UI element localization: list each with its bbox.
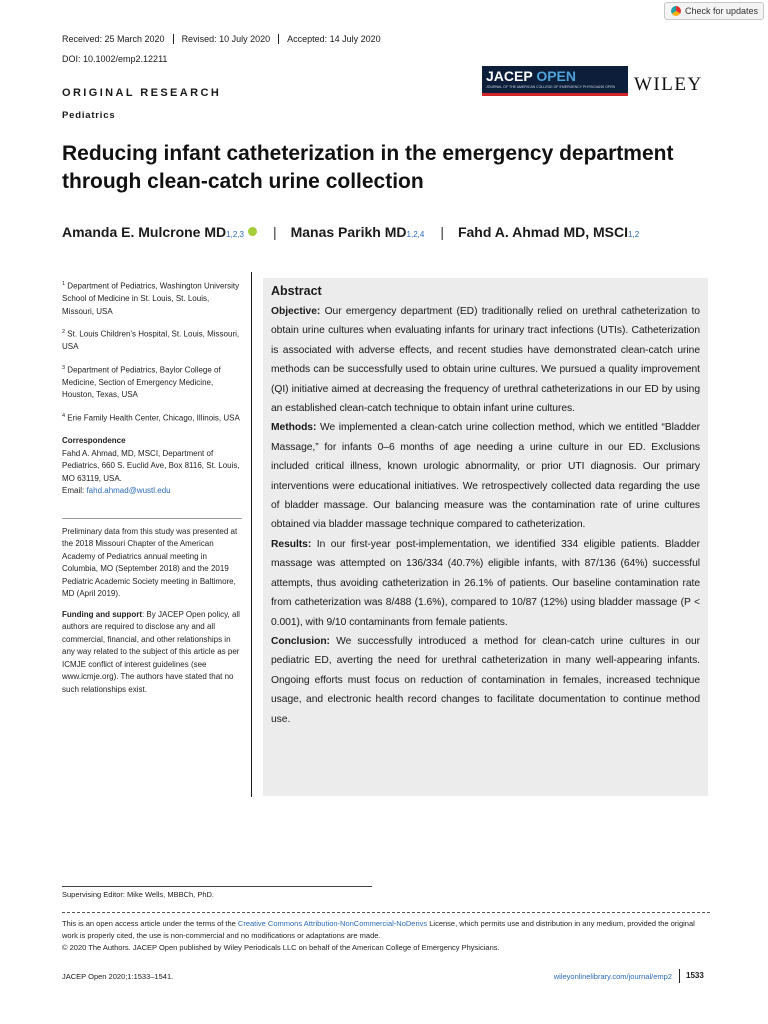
abstract-results: Results: In our first-year post-implementation, we identified 334 eligible patients. Bladder massage was attempted on 136/334 (40.7%) eligible infants, with 87/136 (64%) successful attempts, thus avoiding catheterization in 26.1% of patients. Our baseline contamination rate from catheterization was 8/488 (1.6%), compared to 10/87 (12%) using bladder massage (P < 0.001), with 9/10 contaminants from female patients.	[271, 538, 700, 628]
jacep-open-logo	[482, 66, 628, 96]
affiliation: $^4$ Erie Family Health Center, Chicago, Illinois, USA	[62, 412, 240, 423]
wiley-logo: WILEY	[634, 74, 703, 95]
revised-date: Revised: 10 July 2020	[173, 34, 279, 44]
author-separator: |	[272, 224, 277, 240]
crossmark-icon	[671, 6, 681, 16]
affiliation: $^1$ Department of Pediatrics, Washington University School of Medicine in St. Louis, St. Louis, Missouri, USA	[62, 281, 240, 316]
page-number: 1533	[686, 971, 704, 980]
abstract-objective: Objective: Our emergency department (ED) traditionally relied on urethral catheterization to obtain urine cultures when evaluating infants for urinary tract infections (UTIs). Catheterization is associated with adverse effects, and recent studies have demonstrated clean-catch urine methods can be successfully used to obtain urine cultures. We pursued a quality improvement (QI) initiative aimed at decreasing the frequency of urethral catheterizations in our ED by using an established clean-catch technique to obtain infant urine cultures.	[271, 306, 700, 415]
author-name: Manas Parikh MD	[290, 224, 407, 240]
affiliation: $^2$ St. Louis Children's Hospital, St. Louis, Missouri, USA	[62, 329, 240, 352]
email-link[interactable]: fahd.ahmad@wustl.edu	[86, 486, 171, 496]
sidebar-notes	[62, 278, 242, 696]
article-type: ORIGINAL RESEARCH	[62, 87, 222, 99]
received-date: Received: 25 March 2020	[62, 34, 165, 44]
accepted-date: Accepted: 14 July 2020	[278, 34, 389, 44]
article-subject: Pediatrics	[62, 110, 116, 121]
abstract-methods: Methods: We implemented a clean-catch urine collection method, which we entitled “Bladder Massage,” for infants 0–6 months of age needing a urine culture in our ED. Exclusions included critical illness, known urologic abnormality, or prior UTI diagnosis. Our primary interventions were educational initiatives. We retrospectively collected data regarding the use of bladder massage. Our balancing measure was the contamination rate of urine cultures obtained via bladder massage technique compared to catheterization.	[271, 422, 700, 531]
article-dates	[62, 34, 389, 44]
footer-divider	[62, 912, 710, 913]
orcid-icon[interactable]	[248, 227, 257, 236]
journal-citation: JACEP Open 2020;1:1533–1541.	[62, 972, 174, 981]
author-separator: |	[440, 224, 444, 240]
affiliation: $^3$ Department of Pediatrics, Baylor College of Medicine, Section of Emergency Medicine, Houston, Texas, USA	[62, 364, 221, 400]
journal-url-link[interactable]: wileyonlinelibrary.com/journal/emp2	[553, 972, 672, 981]
article-title: Reducing infant catheterization in the emergency department through clean-catch urine collection	[62, 142, 674, 193]
author-affiliation-refs[interactable]: 1,2	[628, 230, 640, 239]
copyright: © 2020 The Authors. JACEP Open published by Wiley Periodicals LLC on behalf of the American College of Emergency Physicians.	[62, 943, 500, 952]
funding-label: Funding and support	[62, 609, 142, 619]
check-for-updates-label: Check for updates	[685, 6, 759, 16]
supervising-editor: Supervising Editor: Mike Wells, MBBCh, PhD.	[62, 886, 372, 899]
logo-stripe	[482, 93, 628, 96]
logo-tagline: JOURNAL OF THE AMERICAN COLLEGE OF EMERGENCY PHYSICIANS OPEN	[486, 85, 616, 89]
check-for-updates-button[interactable]	[664, 2, 764, 20]
license-link[interactable]: Creative Commons Attribution-NonCommercial-NoDerivs	[237, 919, 428, 928]
author-name: Fahd A. Ahmad MD, MSCI	[457, 224, 629, 240]
abstract-heading: Abstract	[271, 284, 322, 298]
author-affiliation-refs[interactable]: 1,2,4	[406, 230, 425, 239]
page-number-separator	[679, 969, 680, 983]
author-list	[62, 224, 639, 240]
column-divider	[251, 272, 252, 797]
logo-open: OPEN	[536, 68, 577, 84]
abstract-conclusion: Conclusion: We successfully introduced a method for clean-catch urine cultures in our pediatric ED, averting the need for urethral catheterization in many well-appearing infants. Ongoing efforts must focus on reduction of contamination in females, increased technique usage, and electronic health record changes to facilitate documentation to continue method use.	[271, 635, 700, 725]
license-statement: This is an open access article under the terms of the Creative Commons Attribution-NonCommercial-NoDerivs License, which permits use and distribution in any medium, provided the original work is properly cited, the use is non-commercial and no modifications or adaptations are made. © 2020 The Authors. JACEP Open published by Wiley Periodicals LLC on behalf of the American College of Emergency Physicians.	[62, 919, 695, 952]
preliminary-note: Preliminary data from this study was presented at the 2018 Missouri Chapter of the American Academy of Pediatrics annual meeting in Columbia, MO (September 2018) and the 2019 Pediatric Academic Society meeting in Baltimore, MD (April 2019).	[62, 518, 242, 601]
author-name: Amanda E. Mulcrone MD	[62, 224, 227, 240]
author-affiliation-refs[interactable]: 1,2,3	[226, 230, 244, 239]
abstract-box	[263, 278, 708, 796]
doi: DOI: 10.1002/emp2.12211	[62, 54, 168, 64]
funding-statement: Funding and support: By JACEP Open policy, all authors are required to disclose any and all commercial, financial, and other relationships in any way related to the subject of this article as per ICMJE conflict of interest guidelines (see www.icmje.org). The authors have stated that no such relationships exist.	[62, 609, 240, 694]
logo-jacep: JACEP	[486, 68, 533, 84]
correspondence-address: Fahd A. Ahmad, MD, MSCI, Department of Pediatrics, 660 S. Euclid Ave, Box 8116, St. Louis, MO 63119, USA. Email: fahd.ahmad@wustl.edu	[62, 448, 240, 496]
correspondence-heading: Correspondence	[62, 436, 126, 446]
